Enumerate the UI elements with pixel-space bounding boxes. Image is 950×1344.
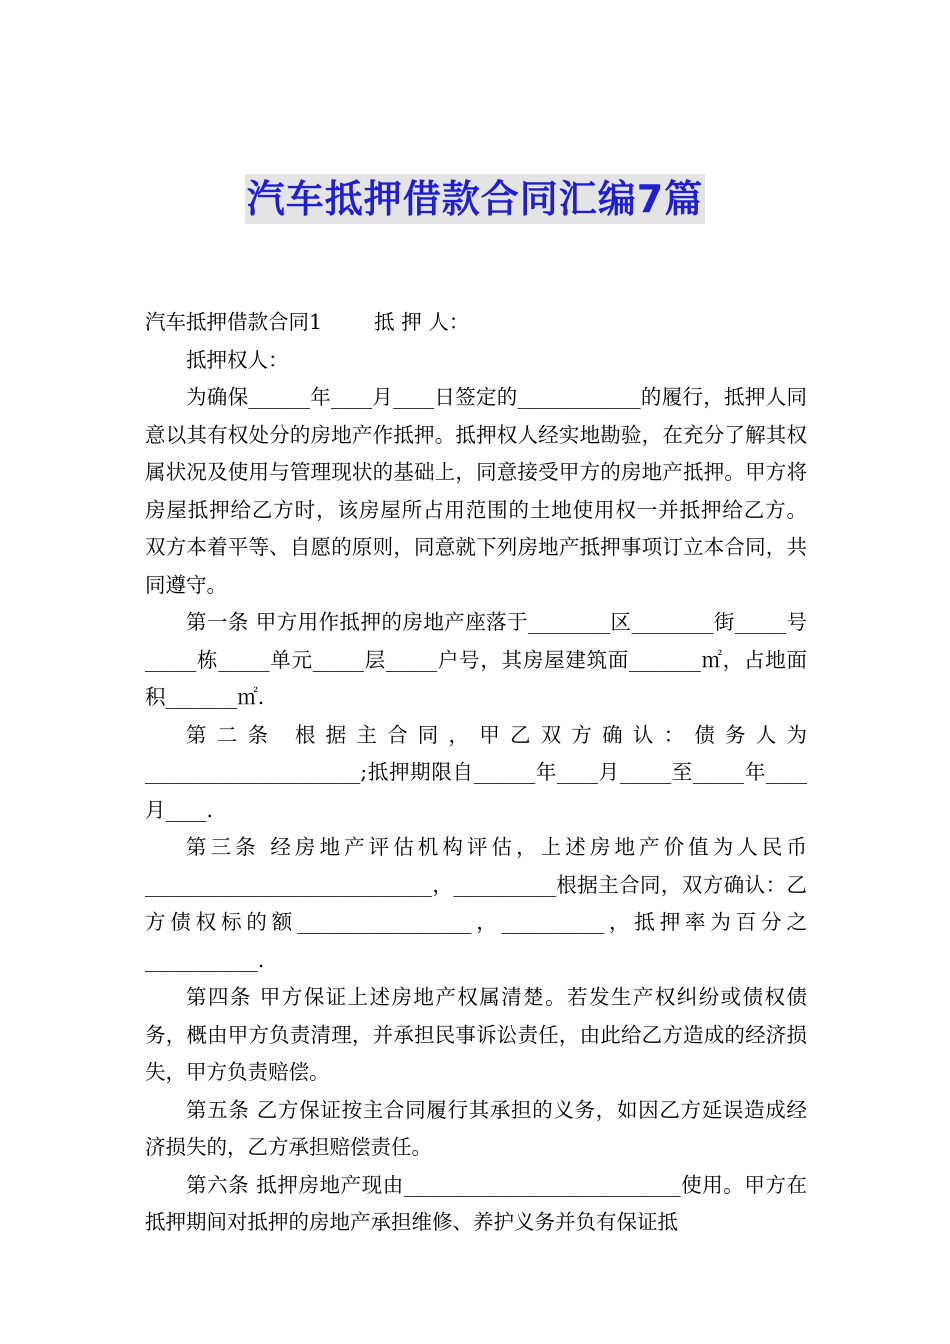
article-3-paragraph: 第三条 经房地产评估机构评估，上述房地产价值为人民币____________________________，__________根据主合同，双方确认：乙方债权标的额_________________，__________，抵押率为百分之___________. <box>145 835 807 972</box>
article-1-paragraph: 第一条 甲方用作抵押的房地产座落于________区________街_____号_____栋_____单元_____层_____户号，其房屋建筑面_______㎡，占地面积_______㎡. <box>145 610 807 709</box>
preamble-paragraph: 为确保______年____月____日签定的____________的履行，抵押人同意以其有权处分的房地产作抵押。抵押权人经实地勘验，在充分了解其权属状况及使用与管理现状的基础上，同意接受甲方的房地产抵押。甲方将房屋抵押给乙方时，该房屋所占用范围的土地使用权一并抵押给乙方。 双方本着平等、自愿的原则，同意就下列房地产抵押事项订立本合同，共同遵守。 <box>145 385 807 597</box>
article-2-paragraph: 第二条 根据主合同，甲乙双方确认：债务人为_____________________;抵押期限自______年____月_____至_____年____月____. <box>145 722 807 822</box>
mortgagee-line: 抵押权人： <box>186 347 289 372</box>
title-container <box>0 174 950 224</box>
article-5-paragraph: 第五条 乙方保证按主合同履行其承担的义务，如因乙方延误造成经济损失的，乙方承担赔偿责任。 <box>145 1097 807 1159</box>
document-title: 汽车抵押借款合同汇编7篇 <box>245 174 705 224</box>
document-body <box>145 304 807 1242</box>
article-6-paragraph: 第六条 抵押房地产现由___________________________使用。甲方在抵押期间对抵押的房地产承担维修、养护义务并负有保证抵 <box>145 1172 807 1234</box>
contract-heading-line: 汽车抵押借款合同1 抵 押 人： <box>145 310 470 334</box>
article-4-paragraph: 第四条 甲方保证上述房地产权属清楚。若发生产权纠纷或债权债务，概由甲方负责清理，并承担民事诉讼责任，由此给乙方造成的经济损失，甲方负责赔偿。 <box>145 985 807 1084</box>
